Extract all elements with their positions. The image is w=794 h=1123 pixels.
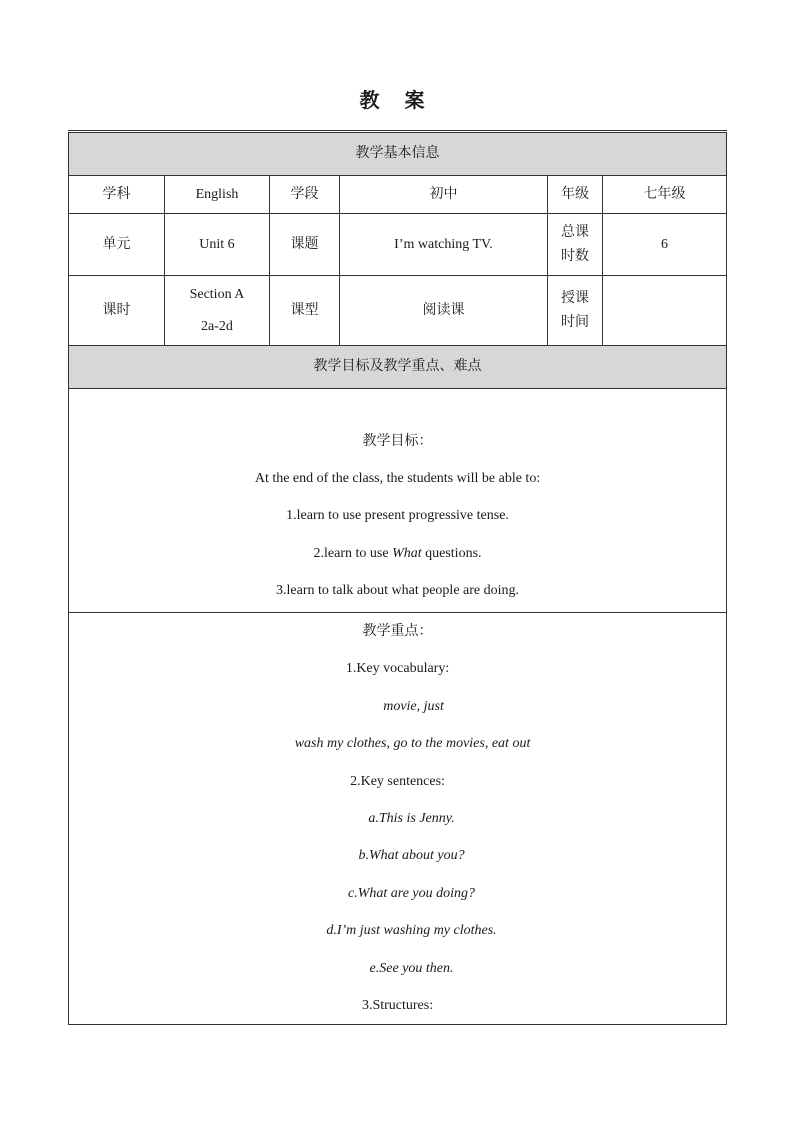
period-value — [165, 276, 270, 346]
period-value-line1: Section A — [189, 286, 245, 302]
teaching-time-label-line1: 授课 — [561, 290, 589, 306]
total-hours-label — [548, 214, 603, 276]
document-title: 教 案 — [359, 90, 435, 112]
goals-intro: At the end of the class, the students will be able to: — [254, 470, 541, 486]
vocab-line-1: movie, just — [383, 698, 444, 714]
teaching-time-value — [603, 276, 727, 346]
goal-item-2-prefix: 2.learn to use — [313, 545, 393, 561]
goal-item-2 — [69, 535, 726, 572]
teaching-goals-cell — [69, 389, 727, 613]
topic-label: 课题 — [270, 214, 340, 276]
goals-title: 教学目标： — [362, 433, 433, 449]
teaching-time-label-line2: 时间 — [561, 314, 589, 330]
total-hours-label-line1: 总课 — [561, 224, 589, 240]
grade-label: 年级 — [548, 176, 603, 214]
goal-item-2-italic: What — [392, 545, 422, 561]
vocab-line-2: wash my clothes, go to the movies, eat out — [294, 736, 531, 752]
period-label: 课时 — [69, 276, 165, 346]
vocab-title: 1.Key vocabulary: — [345, 661, 450, 677]
type-label: 课型 — [270, 276, 340, 346]
grade-value: 七年级 — [603, 176, 727, 214]
total-hours-value: 6 — [603, 214, 727, 276]
sentence-b: b.What about you? — [358, 848, 465, 864]
sentence-c: c.What are you doing? — [348, 885, 476, 901]
key-points-title: 教学重点： — [362, 624, 433, 639]
sentence-d: d.I’m just washing my clothes. — [326, 923, 497, 939]
stage-label: 学段 — [270, 176, 340, 214]
objectives-header: 教学目标及教学重点、难点 — [69, 346, 727, 389]
teaching-time-label — [548, 276, 603, 346]
total-hours-label-line2: 时数 — [561, 248, 589, 264]
topic-value: I’m watching TV. — [340, 214, 548, 276]
key-points-cell — [69, 613, 727, 1025]
lesson-plan-table — [68, 130, 727, 1025]
subject-label: 学科 — [69, 176, 165, 214]
goal-item-1: 1.learn to use present progressive tense. — [286, 508, 509, 524]
period-value-line2: 2a-2d — [201, 318, 233, 334]
sentence-a: a.This is Jenny. — [368, 810, 455, 826]
goal-item-2-suffix: questions. — [421, 545, 482, 561]
subject-value: English — [165, 176, 270, 214]
sentences-title: 2.Key sentences: — [350, 773, 445, 789]
type-value: 阅读课 — [340, 276, 548, 346]
stage-value: 初中 — [340, 176, 548, 214]
goal-item-3: 3.learn to talk about what people are doing. — [276, 583, 520, 599]
unit-label: 单元 — [69, 214, 165, 276]
sentence-e: e.See you then. — [369, 960, 454, 976]
basic-info-header: 教学基本信息 — [69, 132, 727, 176]
unit-value: Unit 6 — [165, 214, 270, 276]
structures-title: 3.Structures: — [361, 997, 434, 1013]
